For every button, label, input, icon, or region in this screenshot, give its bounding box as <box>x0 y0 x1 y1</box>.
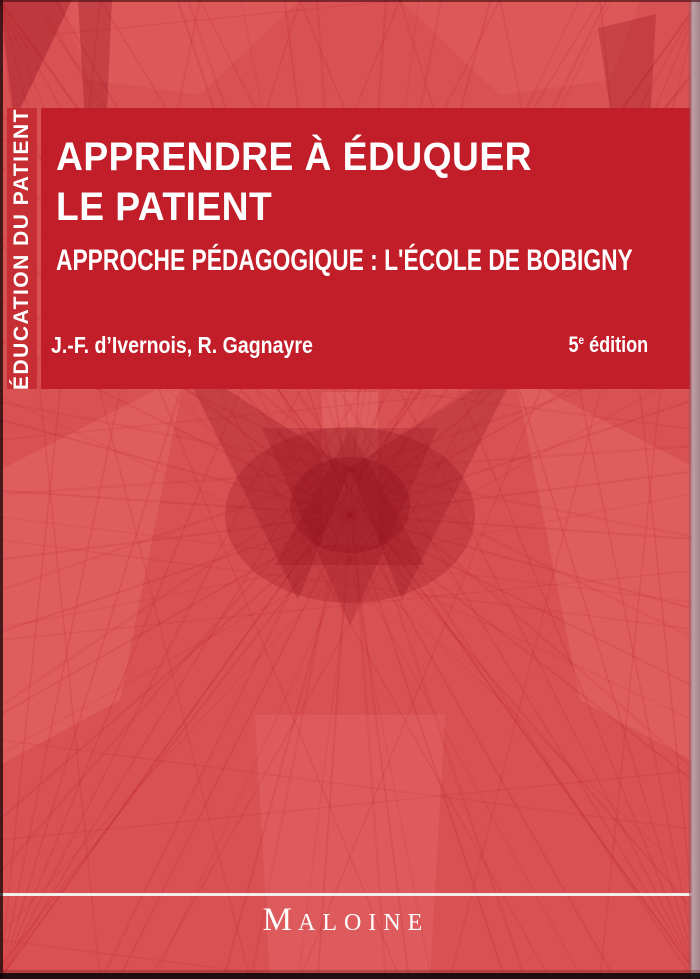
publisher-rule <box>0 893 692 896</box>
cover-edge-bottom <box>0 973 700 979</box>
title-panel <box>41 108 691 389</box>
cover-edge-left <box>0 0 3 979</box>
authors-line: J.-F. d’Ivernois, R. Gagnayre <box>51 332 313 358</box>
book-title <box>56 132 568 232</box>
cover-edge-top <box>0 0 700 2</box>
edition-word: édition <box>583 332 648 357</box>
page-edge <box>689 0 700 979</box>
title-line-2: LE PATIENT <box>56 185 273 229</box>
spine-band <box>7 108 37 389</box>
publisher-initial: M <box>262 902 299 938</box>
edition-label <box>551 332 648 358</box>
publisher-rest: ALOINE <box>298 910 430 936</box>
edition-ordinal-suffix: e <box>578 333 584 347</box>
spine-label: ÉDUCATION DU PATIENT <box>10 107 33 390</box>
book-subtitle: APPROCHE PÉDAGOGIQUE : L'ÉCOLE DE BOBIGNY <box>56 244 633 277</box>
edition-number: 5 <box>568 332 579 357</box>
publisher-logo <box>0 902 692 939</box>
title-line-1: APPRENDRE À ÉDUQUER <box>56 135 532 179</box>
